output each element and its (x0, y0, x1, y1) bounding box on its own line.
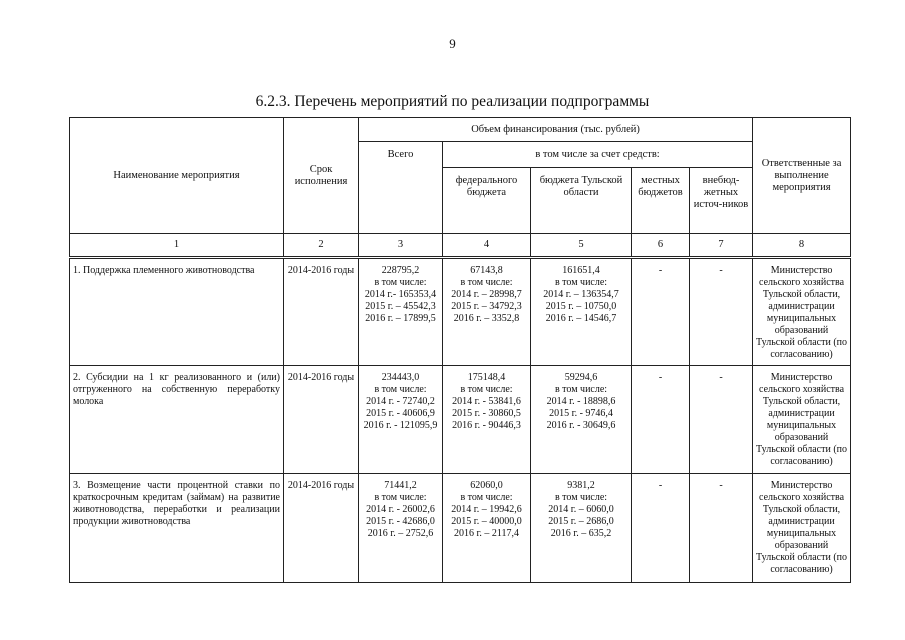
regional-cell (531, 366, 632, 474)
including-label: в том числе: (554, 384, 608, 395)
column-number: 4 (443, 234, 531, 258)
year-amount: 2016 г. – 2117,4 (453, 528, 520, 539)
year-amount: 2015 г. – 34792,3 (451, 301, 522, 312)
year-amount: 2015 г. – 45542,3 (365, 301, 436, 312)
offbudget-value: - (690, 258, 753, 366)
regional-cell (531, 258, 632, 366)
measure-term: 2014-2016 годы (284, 258, 359, 366)
responsible-cell: Министерство сельского хозяйства Тульской области, администрации муниципальных образований Тульской области (по согласованию) (753, 258, 851, 366)
year-amount: 2016 г. – 3352,8 (453, 313, 520, 324)
column-number: 3 (359, 234, 443, 258)
federal-amount: 67143,8 (470, 265, 503, 276)
federal-cell (443, 258, 531, 366)
column-number: 7 (690, 234, 753, 258)
table-row (70, 474, 851, 583)
including-label: в том числе: (374, 384, 427, 395)
page-title: 6.2.3. Перечень мероприятий по реализации подпрограммы (255, 93, 650, 110)
header-term: Срок исполнения (284, 118, 359, 234)
year-amount: 2015 г. - 30860,5 (452, 408, 521, 419)
year-amount: 2016 г. - 30649,6 (546, 420, 616, 431)
regional-amount: 161651,4 (562, 265, 600, 276)
year-amount: 2016 г. – 635,2 (550, 528, 612, 539)
year-amount: 2014 г. - 18898,6 (546, 396, 616, 407)
total-amount: 228795,2 (381, 265, 420, 276)
header-offbudget: внебюд-жетных источ-ников (690, 168, 753, 234)
regional-amount: 59294,6 (564, 372, 598, 383)
header-local: местных бюджетов (632, 168, 690, 234)
federal-amount: 175148,4 (467, 372, 506, 383)
table-row (70, 366, 851, 474)
year-amount: 2015 г. – 10750,0 (545, 301, 617, 312)
year-amount: 2015 г. - 40606,9 (366, 408, 435, 419)
including-label: в том числе: (460, 492, 513, 503)
year-amount: 2016 г. – 14546,7 (545, 313, 617, 324)
federal-cell (443, 474, 531, 583)
header-responsible: Ответственные за выполнение мероприятия (753, 118, 851, 234)
including-label: в том числе: (554, 492, 608, 503)
column-number: 8 (753, 234, 851, 258)
column-number: 1 (70, 234, 284, 258)
year-amount: 2016 г. - 90446,3 (452, 420, 521, 431)
column-number: 5 (531, 234, 632, 258)
year-amount: 2016 г. – 17899,5 (365, 313, 436, 324)
measure-term: 2014-2016 годы (284, 474, 359, 583)
including-label: в том числе: (460, 277, 513, 288)
including-label: в том числе: (554, 277, 608, 288)
year-amount: 2014 г. – 28998,7 (451, 289, 522, 300)
year-amount: 2015 г. - 42686,0 (366, 516, 435, 527)
year-amount: 2014 г. – 136354,7 (543, 289, 619, 300)
measure-name: 2. Субсидии на 1 кг реализованного и (или) отгруженного на собственную переработку молока (70, 366, 284, 474)
offbudget-value: - (690, 366, 753, 474)
column-number: 6 (632, 234, 690, 258)
page-number: 9 (449, 36, 456, 51)
year-amount: 2014 г.- 165353,4 (364, 289, 437, 300)
total-amount: 234443,0 (381, 372, 420, 383)
federal-amount: 62060,0 (470, 480, 503, 491)
measure-term: 2014-2016 годы (284, 366, 359, 474)
year-amount: 2015 г. – 40000,0 (451, 516, 522, 527)
including-label: в том числе: (460, 384, 513, 395)
column-number: 2 (284, 234, 359, 258)
total-cell (359, 258, 443, 366)
including-label: в том числе: (374, 277, 427, 288)
header-federal: федерального бюджета (443, 168, 531, 234)
responsible-cell: Министерство сельского хозяйства Тульской области, администрации муниципальных образований Тульской области (по согласованию) (753, 474, 851, 583)
year-amount: 2014 г. - 26002,6 (366, 504, 435, 515)
total-cell (359, 474, 443, 583)
regional-cell (531, 474, 632, 583)
header-name: Наименование мероприятия (70, 118, 284, 234)
year-amount: 2015 г. - 9746,4 (549, 408, 613, 419)
federal-cell (443, 366, 531, 474)
header-financing: Объем финансирования (тыс. рублей) (359, 118, 753, 142)
table-row (70, 258, 851, 366)
measure-name: 1. Поддержка племенного животноводства (70, 258, 284, 366)
offbudget-value: - (690, 474, 753, 583)
local-budget-value: - (632, 258, 690, 366)
including-label: в том числе: (374, 492, 427, 503)
year-amount: 2015 г. – 2686,0 (548, 516, 614, 527)
header-regional: бюджета Тульской области (531, 168, 632, 234)
total-cell (359, 366, 443, 474)
local-budget-value: - (632, 474, 690, 583)
measure-name: 3. Возмещение части процентной ставки по краткосрочным кредитам (займам) на развитие животноводства, переработки и реализации продукции животноводства (70, 474, 284, 583)
year-amount: 2014 г. – 19942,6 (451, 504, 522, 515)
total-amount: 71441,2 (384, 480, 417, 491)
local-budget-value: - (632, 366, 690, 474)
year-amount: 2016 г. – 2752,6 (367, 528, 434, 539)
year-amount: 2014 г. - 72740,2 (366, 396, 435, 407)
year-amount: 2016 г. - 121095,9 (363, 420, 438, 431)
year-amount: 2014 г. – 6060,0 (548, 504, 614, 515)
measures-table (69, 117, 851, 583)
regional-amount: 9381,2 (567, 480, 595, 491)
header-total: Всего (359, 142, 443, 234)
header-including: в том числе за счет средств: (443, 142, 753, 168)
year-amount: 2014 г. - 53841,6 (452, 396, 521, 407)
responsible-cell: Министерство сельского хозяйства Тульской области, администрации муниципальных образований Тульской области (по согласованию) (753, 366, 851, 474)
column-numbers-row (70, 234, 851, 258)
